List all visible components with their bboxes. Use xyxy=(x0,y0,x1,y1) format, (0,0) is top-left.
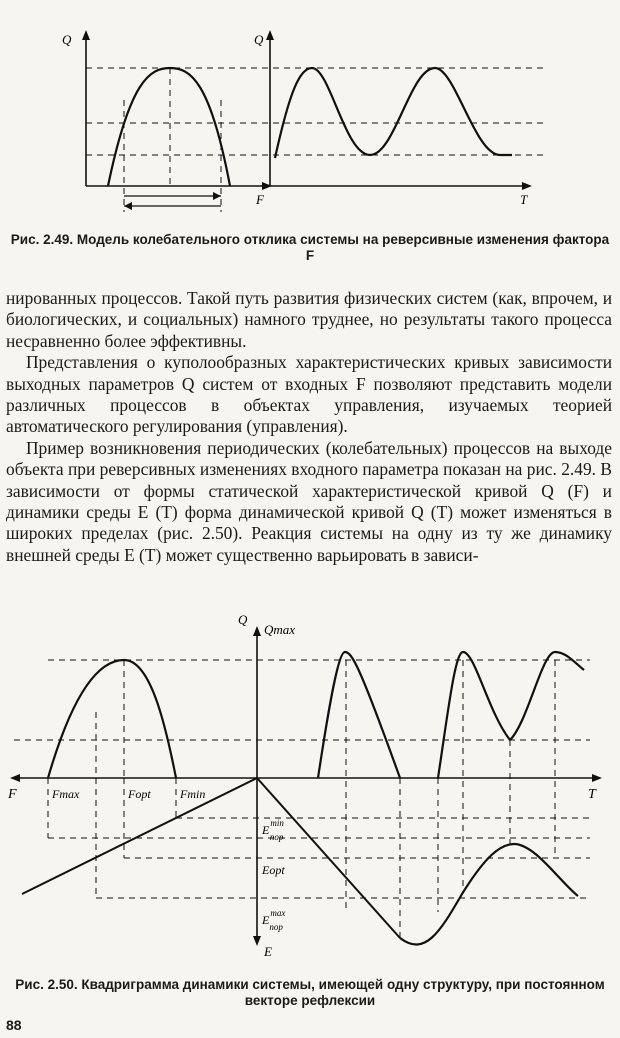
left-f-label: F xyxy=(256,192,264,207)
e-min-label: $E^{min}$ пор xyxy=(262,818,284,842)
right-t-label: T xyxy=(520,192,528,207)
e-axis-label: E xyxy=(264,944,272,959)
page-number: 88 xyxy=(6,1017,22,1033)
figure-2-50 xyxy=(0,612,620,974)
environment-line xyxy=(22,778,400,938)
e-opt-label: Eopt xyxy=(262,863,285,877)
figure-2-49-caption: Рис. 2.49. Модель колебательного отклика системы на реверсивные изменения фактора F xyxy=(10,232,610,263)
response-curve-qt-2 xyxy=(438,652,584,778)
environment-curve-et xyxy=(400,844,578,945)
e-max-label: $E^{max}$ пор xyxy=(262,908,286,932)
figure-2-50-caption: Рис. 2.50. Квадриграмма динамики системы, имеющей одну структуру, при постоянном векторе рефлексии xyxy=(15,977,605,1008)
paragraph-3: Пример возникновения периодических (колебательных) процессов на выходе объекта при реверсивных изменениях входного параметра показан на рис. 2.49. В зависимости от формы статической характеристической кривой Q (F) и динамики среды E (T) форма динамической кривой Q (T) может изменяться в широких пределах (рис. 2.50). Реакция системы на одну из ту же динамику внешней среды E (T) может существенно варьировать в зависи- xyxy=(6,437,612,565)
q-max-label: Qmax xyxy=(264,622,296,637)
t-axis-label: T xyxy=(588,787,596,802)
static-curve-qf xyxy=(48,660,176,778)
dome-curve xyxy=(108,68,230,186)
q-axis-label: Q xyxy=(238,612,248,627)
left-q-label: Q xyxy=(62,32,72,47)
f-max-label: Fmax xyxy=(52,787,80,801)
paragraph-2: Представления о куполообразных характеристических кривых зависимости выходных параметров Q систем от входных F позволяют представить модели различных процессов в объектах управления, изучаемых теорией автоматического регулирования (управления). xyxy=(6,352,612,437)
paragraph-1: нированных процессов. Такой путь развития физических систем (как, впрочем, и биологических, и социальных) намного труднее, но результаты такого процесса несравненно более эффективны. xyxy=(6,288,612,351)
f-min-label: Fmin xyxy=(180,787,206,801)
figure-2-49 xyxy=(0,0,620,225)
reversal-arrows xyxy=(124,192,221,210)
response-curve-qt-1 xyxy=(318,652,400,778)
body-text xyxy=(6,288,612,566)
right-q-label: Q xyxy=(254,32,264,47)
oscillation-curve xyxy=(275,68,512,158)
f-axis-label: F xyxy=(8,787,17,802)
f-opt-label: Fopt xyxy=(128,787,151,801)
